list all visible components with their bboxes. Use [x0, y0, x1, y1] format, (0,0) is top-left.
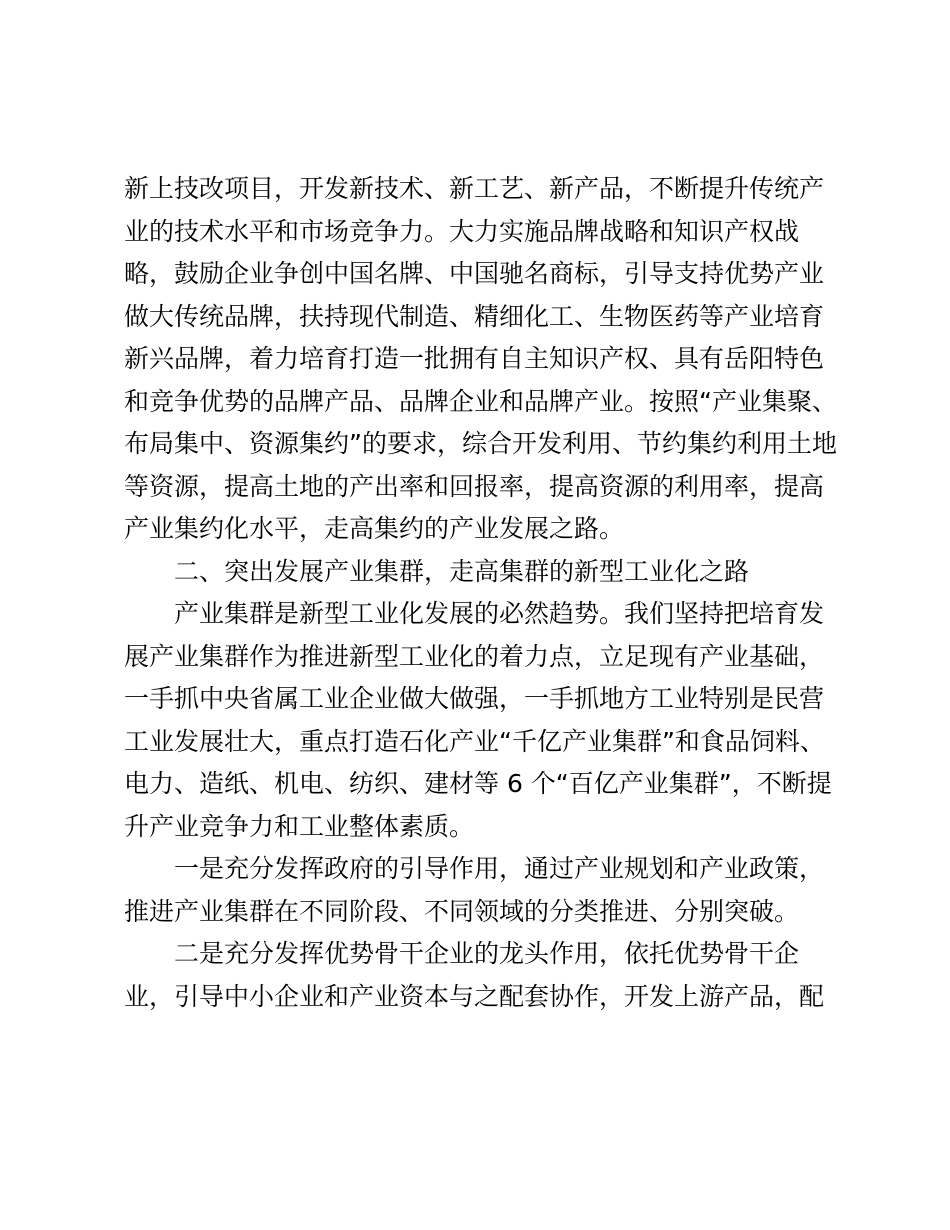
- text-line: 布局集中、资源集约”的要求，综合开发利用、节约集约利用土地: [124, 429, 837, 458]
- text-line: 一是充分发挥政府的引导作用，通过产业规划和产业政策，: [174, 854, 825, 883]
- text-line: 产业集群是新型工业化发展的必然趋势。我们坚持把培育发: [174, 599, 825, 628]
- text-line: 略，鼓励企业争创中国名牌、中国驰名商标，引导支持优势产业: [124, 259, 825, 288]
- text-line: 电力、造纸、机电、纺织、建材等 6 个“百亿产业集群”，不断提: [124, 769, 832, 798]
- text-line: 一手抓中央省属工业企业做大做强，一手抓地方工业特别是民营: [124, 684, 825, 713]
- section-heading-2: [124, 551, 836, 594]
- text-line: 展产业集群作为推进新型工业化的着力点，立足现有产业基础，: [124, 641, 825, 671]
- text-line: 等资源，提高土地的产出率和回报率，提高资源的利用率，提高: [124, 471, 825, 501]
- text-line: 和竞争优势的品牌产品、品牌企业和品牌产业。按照“产业集聚、: [124, 386, 837, 416]
- text-line: 二是充分发挥优势骨干企业的龙头作用，依托优势骨干企: [174, 939, 800, 968]
- section-heading: 二、突出发展产业集群，走高集群的新型工业化之路: [174, 556, 750, 586]
- para-government-guidance: [124, 848, 836, 933]
- document-body: [124, 168, 836, 1018]
- para-brand-strategy: [124, 168, 836, 551]
- text-line: 业的技术水平和市场竞争力。大力实施品牌战略和知识产权战: [124, 216, 800, 246]
- text-line: 做大传统品牌，扶持现代制造、精细化工、生物医药等产业培育: [124, 301, 825, 331]
- para-industrial-clusters: [124, 593, 836, 848]
- text-line: 新兴品牌，着力培育打造一批拥有自主知识产权、具有岳阳特色: [124, 344, 825, 373]
- text-line: 业，引导中小企业和产业资本与之配套协作，开发上游产品，配: [124, 981, 825, 1011]
- text-line: 产业集约化水平，走高集约的产业发展之路。: [124, 514, 625, 543]
- text-line: 工业发展壮大，重点打造石化产业“千亿产业集群”和食品饲料、: [124, 726, 825, 756]
- text-line: 升产业竞争力和工业整体素质。: [124, 811, 475, 841]
- text-line: 推进产业集群在不同阶段、不同领域的分类推进、分别突破。: [124, 896, 800, 926]
- text-line: 新上技改项目，开发新技术、新工艺、新产品，不断提升传统产: [124, 174, 825, 203]
- para-leading-enterprises: [124, 933, 836, 1018]
